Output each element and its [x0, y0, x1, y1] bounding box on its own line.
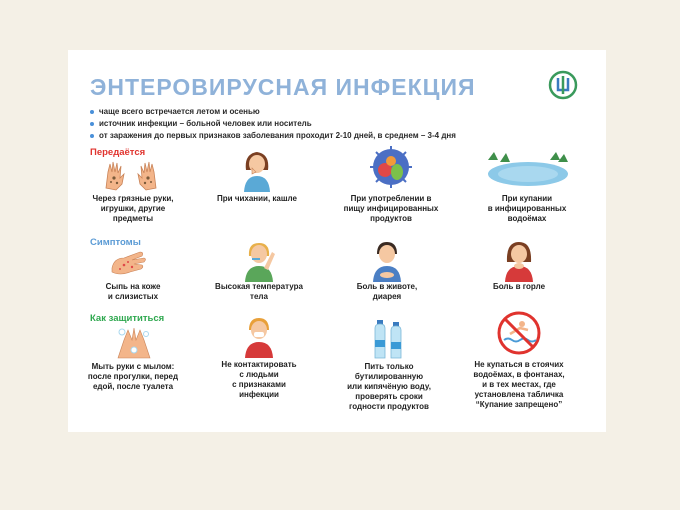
caption-line: годности продуктов: [349, 402, 429, 411]
protection-caption-contact: [194, 360, 324, 400]
caption-line: тела: [250, 292, 268, 301]
caption-line: пищу инфицированных: [343, 204, 439, 213]
caption-line: При чихании, кашле: [217, 194, 297, 203]
symptom-caption-rash: [68, 282, 198, 302]
caption-line: предметы: [112, 214, 154, 223]
caption-line: диарея: [372, 292, 402, 301]
caption-line: игрушки, другие: [100, 204, 166, 213]
transmission-caption-food: [326, 194, 456, 224]
caption-line: продуктов: [370, 214, 412, 223]
washing-hands-icon: [114, 324, 154, 360]
caption-line: водоёмах: [507, 214, 547, 223]
water-bottles-icon: [372, 318, 408, 360]
caption-line: Через грязные руки,: [92, 194, 174, 203]
caption-line: Мыть руки с мылом:: [91, 362, 175, 371]
caption-line: Пить только: [364, 362, 414, 371]
fact-item: от заражения до первых признаков заболевания проходит 2-10 дней, в среднем – 3-4 дня: [90, 130, 456, 142]
protection-caption-wash: [68, 362, 198, 392]
caption-line: инфекции: [239, 390, 279, 399]
rash-hand-icon: [110, 248, 150, 278]
logo-icon: [548, 70, 578, 100]
caption-line: в инфицированных: [487, 204, 567, 213]
caption-line: водоёмах, в фонтанах,: [473, 370, 565, 379]
dirty-hands-icon: [102, 158, 160, 192]
section-transmission: Передаётся: [90, 147, 146, 158]
symptom-caption-fever: [194, 282, 324, 302]
caption-line: проверять сроки: [355, 392, 423, 401]
section-protection: Как защититься: [90, 313, 165, 324]
poster: [68, 50, 606, 432]
fact-item: чаще всего встречается летом и осенью: [90, 106, 456, 118]
caption-line: с признаками: [232, 380, 286, 389]
caption-line: При купании: [501, 194, 553, 203]
sneezing-person-icon: [240, 148, 274, 192]
caption-line: Боль в горле: [492, 282, 546, 291]
symptom-caption-stomach: [322, 282, 452, 302]
caption-line: “Купание запрещено”: [475, 400, 563, 409]
caption-line: и слизистых: [107, 292, 159, 301]
sore-throat-icon: [502, 238, 536, 282]
transmission-caption-sneeze: [192, 194, 322, 204]
protection-caption-water: [324, 362, 454, 412]
caption-line: бутилированную: [354, 372, 424, 381]
caption-line: или кипячёную воду,: [347, 382, 431, 391]
poster-title: ЭНТЕРОВИРУСНАЯ ИНФЕКЦИЯ: [90, 74, 476, 100]
protection-caption-swimming: [454, 360, 584, 410]
transmission-caption-lake: [462, 194, 592, 224]
stomach-ache-icon: [370, 238, 404, 282]
caption-line: Боль в животе,: [356, 282, 418, 291]
caption-line: Сыпь на коже: [105, 282, 161, 291]
caption-line: с людьми: [239, 370, 279, 379]
section-symptoms: Симптомы: [90, 237, 141, 248]
infected-food-icon: [368, 146, 414, 188]
symptom-caption-throat: [454, 282, 584, 292]
transmission-caption-hands: [68, 194, 198, 224]
sick-person-icon: [242, 314, 276, 358]
caption-line: едой, после туалета: [92, 382, 174, 391]
caption-line: Не купаться в стоячих: [474, 360, 564, 369]
fact-item: источник инфекции – больной человек или носитель: [90, 118, 456, 130]
caption-line: Высокая температура: [215, 282, 303, 291]
caption-line: и в тех местах, где: [482, 380, 556, 389]
caption-line: Не контактировать: [221, 360, 297, 369]
no-swimming-icon: [496, 310, 542, 356]
facts-list: [90, 106, 456, 142]
fever-person-icon: [242, 238, 276, 282]
caption-line: установлена табличка: [474, 390, 564, 399]
lake-icon: [484, 150, 572, 188]
caption-line: При употреблении в: [350, 194, 432, 203]
caption-line: после прогулки, перед: [87, 372, 179, 381]
